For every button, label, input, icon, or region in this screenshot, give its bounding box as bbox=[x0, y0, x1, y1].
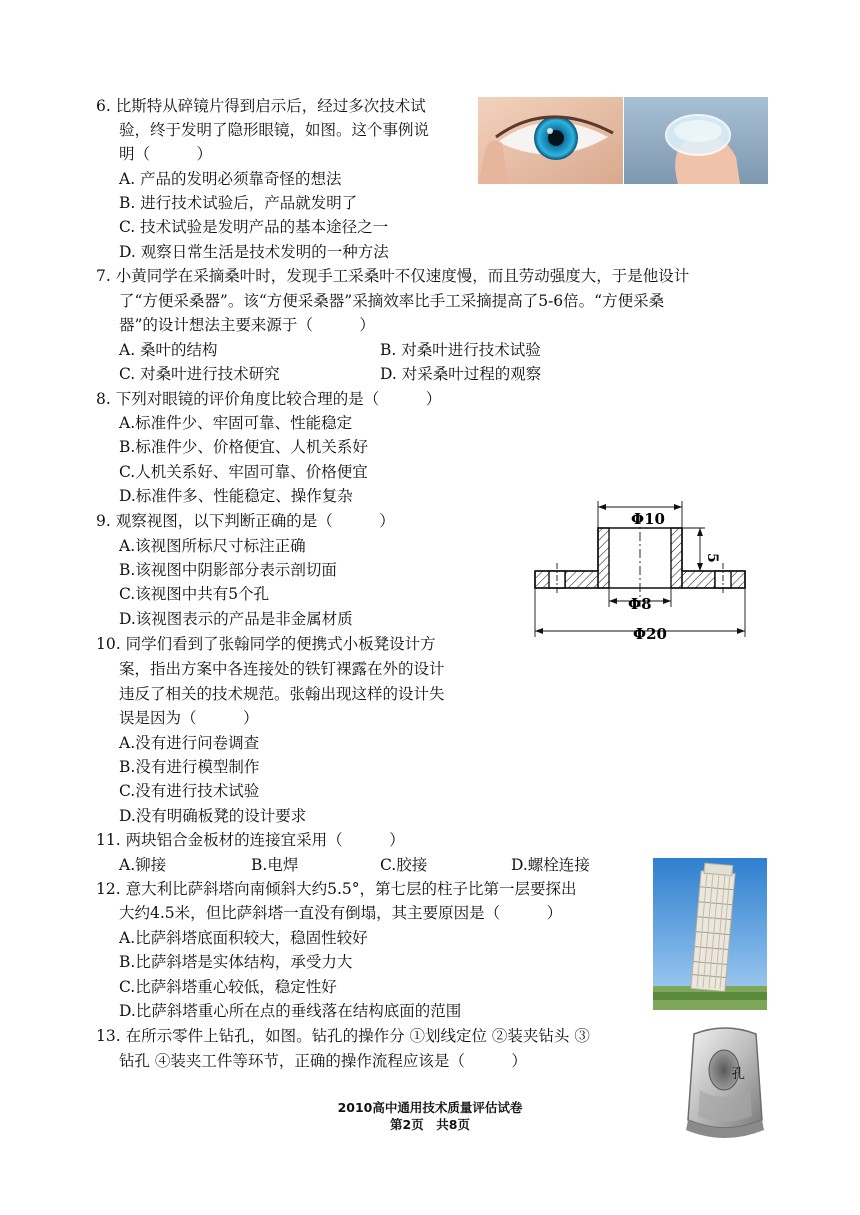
q7-option-a: A. 桑叶的结构 bbox=[119, 341, 218, 359]
q12-stem-line1: 12. 意大利比萨斜塔向南倾斜大约5.5°，第七层的柱子比第一层要探出 bbox=[96, 880, 577, 898]
q7-option-d: D. 对采桑叶过程的观察 bbox=[380, 365, 542, 383]
q12-option-b: B.比萨斜塔是实体结构，承受力大 bbox=[119, 953, 353, 971]
part-hole-label: 孔 bbox=[732, 1067, 746, 1082]
q9-stem: 9. 观察视图，以下判断正确的是（ ） bbox=[96, 512, 395, 530]
dim-top-label: Φ10 bbox=[631, 510, 665, 528]
q12-option-d: D.比萨斜塔重心所在点的垂线落在结构底面的范围 bbox=[119, 1002, 462, 1020]
q13-stem-line1: 13. 在所示零件上钻孔，如图。钻孔的操作分 ①划线定位 ②装夹钻头 ③ bbox=[96, 1027, 590, 1045]
q10-stem-line4: 误是因为（ ） bbox=[119, 709, 259, 727]
footer-title: 2010高中通用技术质量评估试卷 bbox=[337, 1100, 523, 1115]
q7-stem-line3: 器”的设计想法主要来源于（ ） bbox=[119, 316, 375, 334]
q6-option-c: C. 技术试验是发明产品的基本途径之一 bbox=[119, 218, 389, 236]
q8-option-c: C.人机关系好、牢固可靠、价格便宜 bbox=[119, 463, 368, 481]
q10-stem-line1: 10. 同学们看到了张翰同学的便携式小板凳设计方 bbox=[96, 635, 436, 653]
q8-option-a: A.标准件少、牢固可靠、性能稳定 bbox=[119, 414, 353, 432]
q8-stem: 8. 下列对眼镜的评价角度比较合理的是（ ） bbox=[96, 390, 442, 408]
leaning-tower-photo bbox=[653, 858, 767, 1010]
q12-option-a: A.比萨斜塔底面积较大，稳固性较好 bbox=[119, 929, 368, 947]
q11-option-c: C.胶接 bbox=[380, 856, 428, 874]
dim-mid-label: Φ8 bbox=[628, 595, 652, 613]
q11-option-a: A.铆接 bbox=[119, 856, 167, 874]
q6-stem-line1: 6. 比斯特从碎镜片得到启示后，经过多次技术试 bbox=[96, 97, 426, 115]
q7-option-b: B. 对桑叶进行技术试验 bbox=[380, 341, 541, 359]
q6-stem-line3: 明（ ） bbox=[119, 145, 213, 163]
q6-option-d: D. 观察日常生活是技术发明的一种方法 bbox=[119, 243, 389, 261]
q9-option-c: C.该视图中共有5个孔 bbox=[119, 585, 270, 603]
q9-option-b: B.该视图中阴影部分表示剖切面 bbox=[119, 561, 337, 579]
q9-option-d: D.该视图表示的产品是非金属材质 bbox=[119, 610, 353, 628]
q8-option-b: B.标准件少、价格便宜、人机关系好 bbox=[119, 438, 368, 456]
q12-stem-line2: 大约4.5米，但比萨斜塔一直没有倒塌，其主要原因是（ ） bbox=[119, 904, 563, 922]
q7-stem-line1: 7. 小黄同学在采摘桑叶时，发现手工采桑叶不仅速度慢，而且劳动强度大，于是他设计 bbox=[96, 267, 690, 285]
q10-option-b: B.没有进行模型制作 bbox=[119, 758, 260, 776]
q7-option-c: C. 对桑叶进行技术研究 bbox=[119, 365, 280, 383]
q7-stem-line2: 了“方便采桑器”。该“方便采桑器”采摘效率比手工采摘提高了5-6倍。“方便采桑 bbox=[119, 292, 665, 310]
dim-bottom-label: Φ20 bbox=[633, 625, 667, 643]
q10-stem-line3: 违反了相关的技术规范。张翰出现这样的设计失 bbox=[119, 685, 445, 703]
q6-stem-line2: 验，终于发明了隐形眼镜，如图。这个事例说 bbox=[119, 121, 430, 139]
q11-stem: 11. 两块铝合金板材的连接宜采用（ ） bbox=[96, 831, 405, 849]
q11-option-b: B.电焊 bbox=[251, 856, 299, 874]
q6-option-b: B. 进行技术试验后，产品就发明了 bbox=[119, 194, 358, 212]
q10-option-a: A.没有进行问卷调查 bbox=[119, 734, 260, 752]
q9-option-a: A.该视图所标尺寸标注正确 bbox=[119, 537, 306, 555]
footer-page-number: 第2页 共8页 bbox=[390, 1117, 470, 1132]
q6-option-a: A. 产品的发明必须靠奇怪的想法 bbox=[119, 170, 342, 188]
q12-option-c: C.比萨斜塔重心较低，稳定性好 bbox=[119, 978, 337, 996]
dim-height-label: 5 bbox=[704, 553, 720, 563]
q11-option-d: D.螺栓连接 bbox=[511, 856, 590, 874]
section-view-drawing bbox=[525, 495, 755, 645]
q10-option-d: D.没有明确板凳的设计要求 bbox=[119, 807, 307, 825]
contact-lens-photo bbox=[478, 97, 768, 184]
q8-option-d: D.标准件多、性能稳定、操作复杂 bbox=[119, 487, 353, 505]
q10-stem-line2: 案，指出方案中各连接处的铁钉裸露在外的设计 bbox=[119, 660, 445, 678]
q10-option-c: C.没有进行技术试验 bbox=[119, 782, 260, 800]
q13-stem-line2: 钻孔 ④装夹工件等环节，正确的操作流程应该是（ ） bbox=[119, 1052, 527, 1070]
